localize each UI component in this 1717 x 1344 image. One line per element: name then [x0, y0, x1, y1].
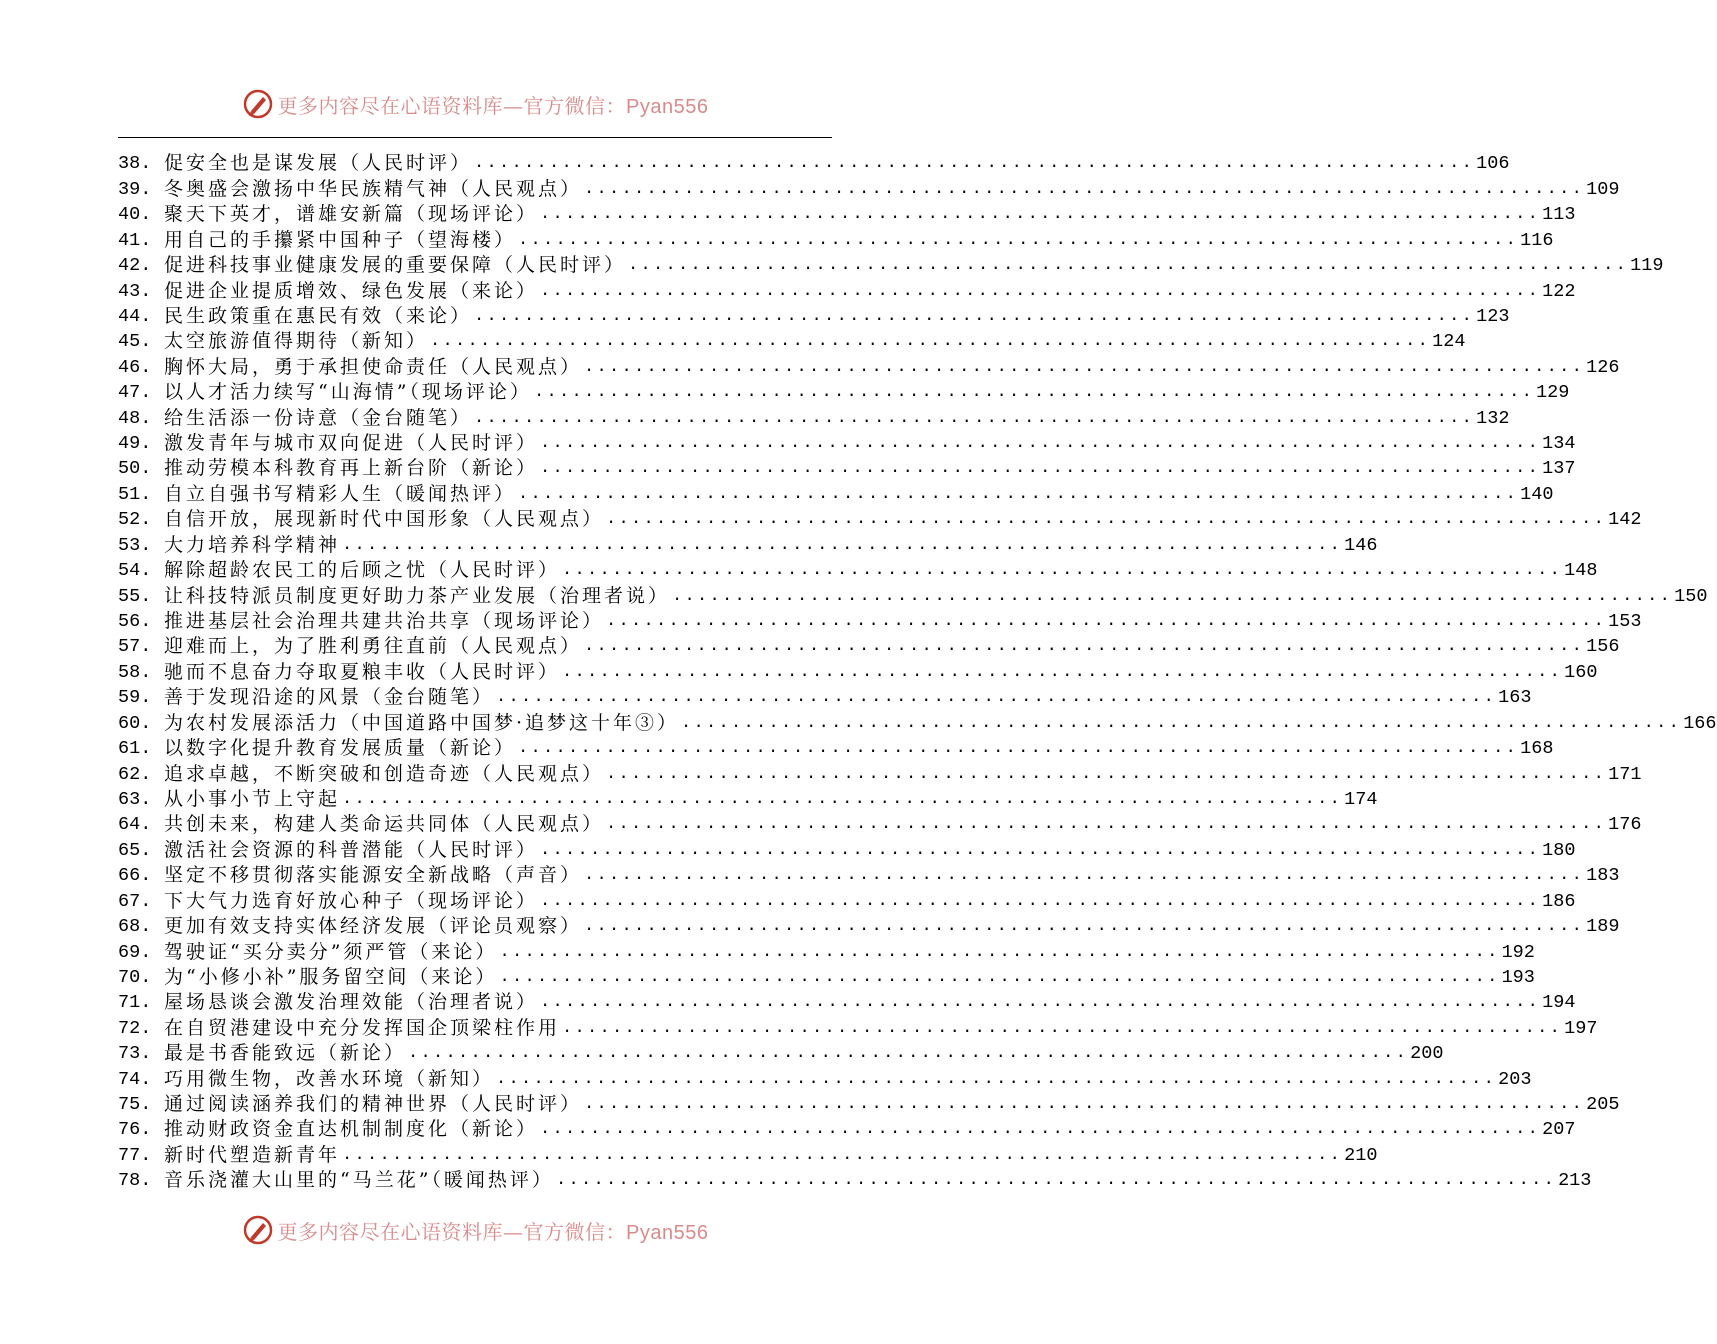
toc-entry-number: 78. — [118, 1170, 152, 1192]
toc-entry-number: 67. — [118, 890, 152, 912]
toc-entry-title: 推进基层社会治理共建共治共享（现场评论） — [164, 610, 605, 633]
toc-leader-dots: ................................................................................ — [342, 535, 1343, 555]
toc-entry-number: 47. — [118, 382, 152, 404]
toc-entry-number: 58. — [118, 661, 152, 683]
toc-entry-page: 176 — [1608, 814, 1642, 836]
toc-entry[interactable] — [118, 965, 1535, 990]
toc-entry[interactable] — [118, 202, 1576, 227]
footer-banner — [0, 1210, 950, 1250]
toc-entry-page: 171 — [1608, 763, 1642, 785]
toc-entry-title: 从小事小节上守起 — [164, 787, 341, 810]
toc-entry-number: 76. — [118, 1119, 152, 1141]
toc-entry-number: 48. — [118, 407, 152, 429]
toc-entry-title: 胸怀大局，勇于承担使命责任（人民观点） — [164, 355, 583, 378]
toc-entry-page: 203 — [1498, 1068, 1532, 1090]
toc-entry-title: 在自贸港建设中充分发挥国企顶梁柱作用 — [164, 1016, 561, 1039]
toc-entry-number: 65. — [118, 839, 152, 861]
toc-entry[interactable] — [118, 1142, 1378, 1167]
toc-entry-number: 40. — [118, 204, 152, 226]
toc-leader-dots: ................................................................................ — [496, 688, 1497, 708]
toc-entry[interactable] — [118, 837, 1576, 862]
toc-entry[interactable] — [118, 253, 1664, 278]
toc-entry-title: 自立自强书写精彩人生（暖闻热评） — [164, 482, 517, 505]
toc-entry-title: 为“小修小补”服务留空间（来论） — [164, 965, 498, 988]
toc-entry-title: 以人才活力续写“山海情”（现场评论） — [164, 381, 532, 404]
toc-leader-dots: ................................................................................ — [540, 205, 1541, 225]
toc-entry-number: 72. — [118, 1017, 152, 1039]
toc-entry-title: 促进企业提质增效、绿色发展（来论） — [164, 279, 539, 302]
toc-entry-title: 激活社会资源的科普潜能（人民时评） — [164, 838, 539, 861]
toc-leader-dots: ................................................................................ — [606, 612, 1607, 632]
toc-entry-page: 142 — [1608, 509, 1642, 531]
toc-leader-dots: ................................................................................ — [606, 510, 1607, 530]
toc-leader-dots: ................................................................................ — [474, 154, 1475, 174]
toc-entry-title: 为农村发展添活力（中国道路中国梦·追梦这十年③） — [164, 711, 680, 734]
toc-entry-number: 51. — [118, 483, 152, 505]
toc-leader-dots: ................................................................................ — [540, 459, 1541, 479]
toc-entry-page: 123 — [1476, 305, 1510, 327]
toc-entry-number: 55. — [118, 585, 152, 607]
toc-entry-title: 巧用微生物，改善水环境（新知） — [164, 1067, 495, 1090]
toc-entry-title: 驰而不息奋力夺取夏粮丰收（人民时评） — [164, 660, 561, 683]
toc-entry-number: 64. — [118, 814, 152, 836]
toc-leader-dots: ................................................................................ — [584, 917, 1585, 937]
toc-entry[interactable] — [118, 1117, 1576, 1142]
toc-entry[interactable] — [118, 329, 1466, 354]
toc-entry-title: 坚定不移贯彻落实能源安全新战略（声音） — [164, 864, 583, 887]
toc-entry-number: 50. — [118, 458, 152, 480]
toc-entry-number: 59. — [118, 687, 152, 709]
toc-entry-number: 66. — [118, 865, 152, 887]
toc-entry-title: 共创未来，构建人类命运共同体（人民观点） — [164, 813, 605, 836]
toc-entry-number: 43. — [118, 280, 152, 302]
toc-entry-number: 73. — [118, 1043, 152, 1065]
toc-leader-dots: ................................................................................ — [584, 866, 1585, 886]
toc-leader-dots: ................................................................................ — [584, 637, 1585, 657]
toc-leader-dots: ................................................................................ — [562, 561, 1563, 581]
toc-leader-dots: ................................................................................ — [584, 179, 1585, 199]
toc-leader-dots: ................................................................................ — [540, 891, 1541, 911]
toc-entry[interactable] — [118, 812, 1642, 837]
toc-entry-title: 太空旅游值得期待（新知） — [164, 330, 429, 353]
toc-leader-dots: ................................................................................ — [540, 281, 1541, 301]
toc-entry-page: 180 — [1542, 839, 1576, 861]
footer-wechat-id: Pyan556 — [626, 1221, 709, 1244]
toc-entry[interactable] — [118, 278, 1576, 303]
toc-entry-number: 44. — [118, 305, 152, 327]
toc-leader-dots: ................................................................................ — [555, 1171, 1557, 1191]
header-banner-text — [278, 90, 709, 119]
toc-leader-dots: ................................................................................ — [562, 662, 1563, 682]
toc-entry-page: 153 — [1608, 611, 1642, 633]
toc-entry[interactable] — [118, 304, 1510, 329]
toc-entry-title: 最是书香能致远（新论） — [164, 1042, 407, 1065]
toc-entry[interactable] — [118, 634, 1620, 659]
toc-entry-title: 冬奥盛会激扬中华民族精气神（人民观点） — [164, 177, 583, 200]
toc-entry-title: 促安全也是谋发展（人民时评） — [164, 152, 473, 175]
toc-entry[interactable] — [118, 481, 1554, 506]
toc-leader-dots: ................................................................................ — [518, 484, 1519, 504]
toc-leader-dots: ................................................................................ — [540, 993, 1541, 1013]
toc-entry-title: 激发青年与城市双向促进（人民时评） — [164, 432, 539, 455]
toc-entry-page: 113 — [1542, 204, 1576, 226]
toc-entry-title: 自信开放，展现新时代中国形象（人民观点） — [164, 508, 605, 531]
toc-entry-title: 解除超龄农民工的后顾之忧（人民时评） — [164, 559, 561, 582]
toc-entry-number: 61. — [118, 738, 152, 760]
toc-entry-title: 善于发现沿途的风景（金台随笔） — [164, 686, 495, 709]
toc-entry-number: 45. — [118, 331, 152, 353]
toc-entry[interactable] — [118, 456, 1576, 481]
toc-entry[interactable] — [118, 507, 1642, 532]
toc-entry-page: 148 — [1564, 560, 1598, 582]
toc-entry[interactable] — [118, 888, 1576, 913]
toc-entry-number: 70. — [118, 966, 152, 988]
toc-entry-title: 新时代塑造新青年 — [164, 1143, 341, 1166]
toc-entry-title: 用自己的手攥紧中国种子（望海楼） — [164, 228, 517, 251]
toc-leader-dots: ................................................................................ — [540, 1120, 1541, 1140]
toc-entry[interactable] — [118, 227, 1554, 252]
toc-entry[interactable] — [118, 583, 1708, 608]
toc-entry-page: 124 — [1432, 331, 1466, 353]
toc-entry-page: 192 — [1501, 941, 1535, 963]
toc-entry-page: 166 — [1683, 712, 1717, 734]
toc-entry-number: 56. — [118, 611, 152, 633]
toc-leader-dots: ................................................................................ — [672, 586, 1673, 606]
toc-entry-page: 186 — [1542, 890, 1576, 912]
toc-entry-number: 74. — [118, 1068, 152, 1090]
toc-entry-title: 追求卓越，不断突破和创造奇迹（人民观点） — [164, 762, 605, 785]
toc-entry-title: 给生活添一份诗意（金台随笔） — [164, 406, 473, 429]
header-banner-label: 更多内容尽在心语资料库—官方微信： — [277, 93, 627, 118]
toc-entry-title: 屋场恳谈会激发治理效能（治理者说） — [164, 991, 539, 1014]
toc-entry-page: 109 — [1586, 178, 1620, 200]
toc-entry-page: 205 — [1586, 1094, 1620, 1116]
toc-entry[interactable] — [118, 787, 1378, 812]
toc-entry-title: 促进科技事业健康发展的重要保障（人民时评） — [164, 254, 627, 277]
footer-banner-text — [278, 1216, 709, 1245]
toc-entry-title: 推动劳模本科教育再上新台阶（新论） — [164, 457, 539, 480]
footer-banner-label: 更多内容尽在心语资料库—官方微信： — [277, 1219, 627, 1244]
toc-entry[interactable] — [118, 761, 1642, 786]
toc-leader-dots: ................................................................................ — [562, 1018, 1563, 1038]
toc-leader-dots: ................................................................................ — [584, 1095, 1585, 1115]
toc-entry-title: 音乐浇灌大山里的“马兰花”（暖闻热评） — [164, 1169, 554, 1192]
toc-leader-dots: ................................................................................ — [496, 1069, 1497, 1089]
toc-leader-dots: ................................................................................ — [628, 256, 1629, 276]
toc-entry-title: 迎难而上，为了胜利勇往直前（人民观点） — [164, 635, 583, 658]
toc-entry-page: 132 — [1476, 407, 1510, 429]
toc-entry[interactable] — [118, 685, 1532, 710]
toc-entry-page: 129 — [1536, 382, 1570, 404]
toc-entry-page: 200 — [1410, 1043, 1444, 1065]
pen-logo-icon — [242, 1214, 274, 1246]
toc-entry-title: 聚天下英才，谱雄安新篇（现场评论） — [164, 203, 539, 226]
toc-leader-dots: ................................................................................ — [474, 306, 1475, 326]
toc-entry-page: 213 — [1558, 1170, 1592, 1192]
toc-entry-page: 163 — [1498, 687, 1532, 709]
toc-entry-number: 63. — [118, 788, 152, 810]
toc-entry[interactable] — [118, 558, 1598, 583]
toc-entry-title: 下大气力选育好放心种子（现场评论） — [164, 889, 539, 912]
toc-entry-page: 134 — [1542, 433, 1576, 455]
toc-entry-number: 60. — [118, 712, 152, 734]
toc-entry[interactable] — [118, 990, 1576, 1015]
toc-entry-page: 189 — [1586, 916, 1620, 938]
toc-entry-title: 通过阅读涵养我们的精神世界（人民时评） — [164, 1093, 583, 1116]
toc-entry-number: 41. — [118, 229, 152, 251]
toc-entry[interactable] — [118, 939, 1535, 964]
header-rule — [118, 137, 832, 138]
toc-entry[interactable] — [118, 151, 1510, 176]
toc-entry-number: 75. — [118, 1094, 152, 1116]
toc-entry-page: 207 — [1542, 1119, 1576, 1141]
toc-entry[interactable] — [118, 431, 1576, 456]
toc-entry-page: 160 — [1564, 661, 1598, 683]
header-wechat-id: Pyan556 — [626, 95, 709, 118]
toc-entry-page: 168 — [1520, 738, 1554, 760]
toc-entry-page: 126 — [1586, 356, 1620, 378]
toc-entry-page: 193 — [1501, 966, 1535, 988]
toc-entry-title: 推动财政资金直达机制制度化（新论） — [164, 1118, 539, 1141]
toc-entry[interactable] — [118, 1041, 1444, 1066]
toc-entry[interactable] — [118, 1168, 1592, 1193]
toc-entry[interactable] — [118, 659, 1598, 684]
toc-entry-number: 54. — [118, 560, 152, 582]
toc-leader-dots: ................................................................................ — [606, 764, 1607, 784]
toc-entry-title: 让科技特派员制度更好助力茶产业发展（治理者说） — [164, 584, 671, 607]
toc-entry[interactable] — [118, 1092, 1620, 1117]
toc-entry-page: 194 — [1542, 992, 1576, 1014]
toc-entry-number: 57. — [118, 636, 152, 658]
toc-entry-title: 驾驶证“买分卖分”须严管（来论） — [164, 940, 498, 963]
toc-leader-dots: ................................................................................ — [342, 1145, 1343, 1165]
toc-leader-dots: ................................................................................ — [606, 815, 1607, 835]
toc-leader-dots: ................................................................................ — [681, 713, 1682, 733]
toc-entry-page: 106 — [1476, 153, 1510, 175]
toc-entry[interactable] — [118, 914, 1620, 939]
toc-entry-number: 39. — [118, 178, 152, 200]
toc-entry-number: 77. — [118, 1144, 152, 1166]
toc-entry[interactable] — [118, 354, 1620, 379]
toc-entry[interactable] — [118, 176, 1620, 201]
toc-leader-dots: ................................................................................ — [474, 408, 1475, 428]
toc-entry-page: 197 — [1564, 1017, 1598, 1039]
toc-entry-number: 49. — [118, 433, 152, 455]
toc-entry-page: 183 — [1586, 865, 1620, 887]
toc-leader-dots: ................................................................................ — [342, 789, 1343, 809]
toc-entry[interactable] — [118, 1015, 1598, 1040]
toc-entry-title: 大力培养科学精神 — [164, 533, 341, 556]
toc-entry-page: 140 — [1520, 483, 1554, 505]
toc-entry-page: 210 — [1344, 1144, 1378, 1166]
toc-entry[interactable] — [118, 609, 1642, 634]
toc-entry[interactable] — [118, 405, 1510, 430]
toc-entry[interactable] — [118, 736, 1554, 761]
toc-entry-number: 53. — [118, 534, 152, 556]
table-of-contents — [118, 151, 1717, 1193]
toc-entry-page: 146 — [1344, 534, 1378, 556]
toc-entry-title: 以数字化提升教育发展质量（新论） — [164, 737, 517, 760]
toc-leader-dots: ................................................................................ — [499, 942, 1500, 962]
toc-entry-page: 116 — [1520, 229, 1554, 251]
toc-entry-number: 38. — [118, 153, 152, 175]
toc-entry-page: 122 — [1542, 280, 1576, 302]
toc-entry-number: 68. — [118, 916, 152, 938]
toc-entry-number: 69. — [118, 941, 152, 963]
toc-entry-number: 52. — [118, 509, 152, 531]
toc-leader-dots: ................................................................................ — [540, 840, 1541, 860]
toc-leader-dots: ................................................................................ — [430, 332, 1431, 352]
toc-entry-page: 174 — [1344, 788, 1378, 810]
toc-entry-page: 119 — [1630, 255, 1664, 277]
toc-entry-number: 42. — [118, 255, 152, 277]
toc-leader-dots: ................................................................................ — [518, 230, 1519, 250]
toc-entry[interactable] — [118, 532, 1378, 557]
toc-entry-number: 46. — [118, 356, 152, 378]
toc-entry[interactable] — [118, 380, 1570, 405]
pen-logo-icon — [242, 88, 274, 120]
toc-entry-title: 民生政策重在惠民有效（来论） — [164, 304, 473, 327]
toc-leader-dots: ................................................................................ — [499, 967, 1500, 987]
toc-entry-number: 62. — [118, 763, 152, 785]
toc-entry-title: 更加有效支持实体经济发展（评论员观察） — [164, 915, 583, 938]
toc-entry-page: 137 — [1542, 458, 1576, 480]
toc-leader-dots: ................................................................................ — [408, 1044, 1409, 1064]
toc-entry[interactable] — [118, 710, 1717, 735]
toc-leader-dots: ................................................................................ — [533, 383, 1535, 403]
toc-entry[interactable] — [118, 1066, 1532, 1091]
toc-entry-page: 156 — [1586, 636, 1620, 658]
toc-entry-number: 71. — [118, 992, 152, 1014]
header-banner — [0, 84, 950, 124]
toc-entry-page: 150 — [1674, 585, 1708, 607]
toc-leader-dots: ................................................................................ — [540, 434, 1541, 454]
toc-leader-dots: ................................................................................ — [518, 739, 1519, 759]
toc-leader-dots: ................................................................................ — [584, 357, 1585, 377]
toc-entry[interactable] — [118, 863, 1620, 888]
